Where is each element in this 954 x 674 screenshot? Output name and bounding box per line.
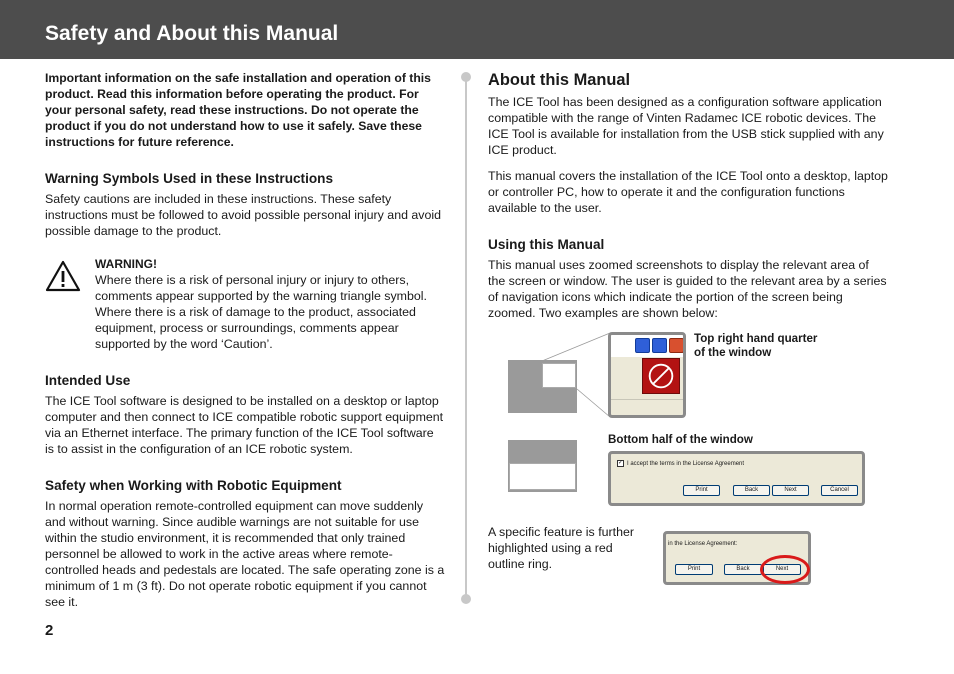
- about-manual-title: About this Manual: [488, 71, 631, 89]
- figure1-caption-line1: Top right hand quarter: [694, 332, 818, 345]
- next-button: Next: [772, 485, 809, 496]
- ice-logo-icon: [642, 358, 680, 394]
- back-button: Back: [724, 564, 762, 575]
- figure1-caption: [694, 332, 854, 360]
- column-divider: [465, 77, 467, 600]
- page-title: Safety and About this Manual: [45, 22, 339, 45]
- license-checkbox-row: [617, 460, 744, 467]
- about-manual-para1: The ICE Tool has been designed as a configuration software application compatible with the range of Vinten Radamec ICE robotic devices. The ICE Tool is available for installation from the USB stick supplied with any ICE product.: [488, 95, 884, 157]
- divider-dot-bottom: [461, 594, 471, 604]
- figure1-caption-line2: of the window: [694, 346, 772, 359]
- maximize-icon: [652, 338, 667, 353]
- using-manual-heading: Using this Manual: [488, 237, 605, 252]
- print-button: Print: [683, 485, 720, 496]
- license-checkbox-label: I accept the terms in the License Agreement: [627, 460, 745, 467]
- zoomed-window-bottom-half: [608, 451, 865, 506]
- section-heading-warning-symbols: Warning Symbols Used in these Instructions: [45, 171, 334, 186]
- right-column: [488, 70, 888, 321]
- cancel-button: Cancel: [821, 485, 858, 496]
- section-heading-intended-use: Intended Use: [45, 373, 131, 388]
- about-manual-para2: This manual covers the installation of the ICE Tool onto a desktop, laptop or controller PC, how to operate it and the configuration functions available to the user.: [488, 169, 888, 215]
- zoomed-window-top-right: [608, 332, 686, 418]
- section-body-intended-use: The ICE Tool software is designed to be installed on a desktop or laptop computer and then connect to ICE compatible robotic support equipment via an Ethernet interface. The primary function of the ICE Tool software is to assist in the configuration of an ICE robotic system.: [45, 394, 444, 456]
- page-header: [0, 0, 954, 59]
- back-button: Back: [733, 485, 770, 496]
- window-separator: [611, 399, 683, 400]
- section-body-robotic-safety: In normal operation remote-controlled equipment can move suddenly and without warning. Since audible warnings are not suitable for use within the studio environment, it is recommended that only trained personnel be allowed to work in the active areas where remote-controlled heads and pedestals are located. The safe operating zone is a minimum of 1 m (3 ft). Do not operate robotic equipment if you cannot see it.: [45, 499, 445, 609]
- warning-text-injury: Where there is a risk of personal injury or injury to others, comments appear supported by the warning triangle symbol.: [95, 273, 427, 303]
- section-body-warning-symbols: Safety cautions are included in these instructions. These safety instructions must be followed to avoid possible personal injury and avoid possible damage to the product.: [45, 192, 442, 238]
- page-number: 2: [45, 622, 54, 639]
- next-button: Next: [763, 564, 801, 575]
- navigation-thumbnail-top-right: [508, 360, 577, 413]
- minimize-icon: [635, 338, 650, 353]
- section-heading-robotic-safety: Safety when Working with Robotic Equipment: [45, 478, 342, 493]
- thumbnail-highlight-area: [542, 363, 576, 388]
- warning-triangle-icon: [45, 260, 81, 292]
- license-agreement-label: in the License Agreement:: [668, 541, 738, 547]
- left-column: [45, 70, 445, 610]
- using-manual-body: This manual uses zoomed screenshots to display the relevant area of the screen or window. The user is guided to the relevant area by a series of navigation icons which indicate the portion of the screen being zoomed. Two examples are shown below:: [488, 258, 887, 320]
- warning-text-damage: Where there is a risk of damage to the product, associated equipment, process or surroundings, comments appear supported by the word ‘Caution’.: [95, 305, 416, 351]
- warning-block: [45, 256, 445, 352]
- license-checkbox: ✓: [618, 460, 624, 466]
- intro-text: Important information on the safe installation and operation of this product. Read this information before operating the product. For your personal safety, read these instructions. Do not operate the product if you do not understand how to use it safely. Save these instructions for future reference.: [45, 71, 431, 149]
- navigation-thumbnail-bottom-half: [508, 440, 577, 492]
- red-highlight-ring: [760, 555, 810, 584]
- figure2-caption: Bottom half of the window: [608, 433, 753, 446]
- warning-title: WARNING!: [95, 257, 157, 271]
- close-icon: [669, 338, 684, 353]
- highlight-note: A specific feature is further highlighted using a red outline ring.: [488, 525, 635, 571]
- print-button: Print: [675, 564, 713, 575]
- thumbnail-highlight-area: [509, 463, 576, 490]
